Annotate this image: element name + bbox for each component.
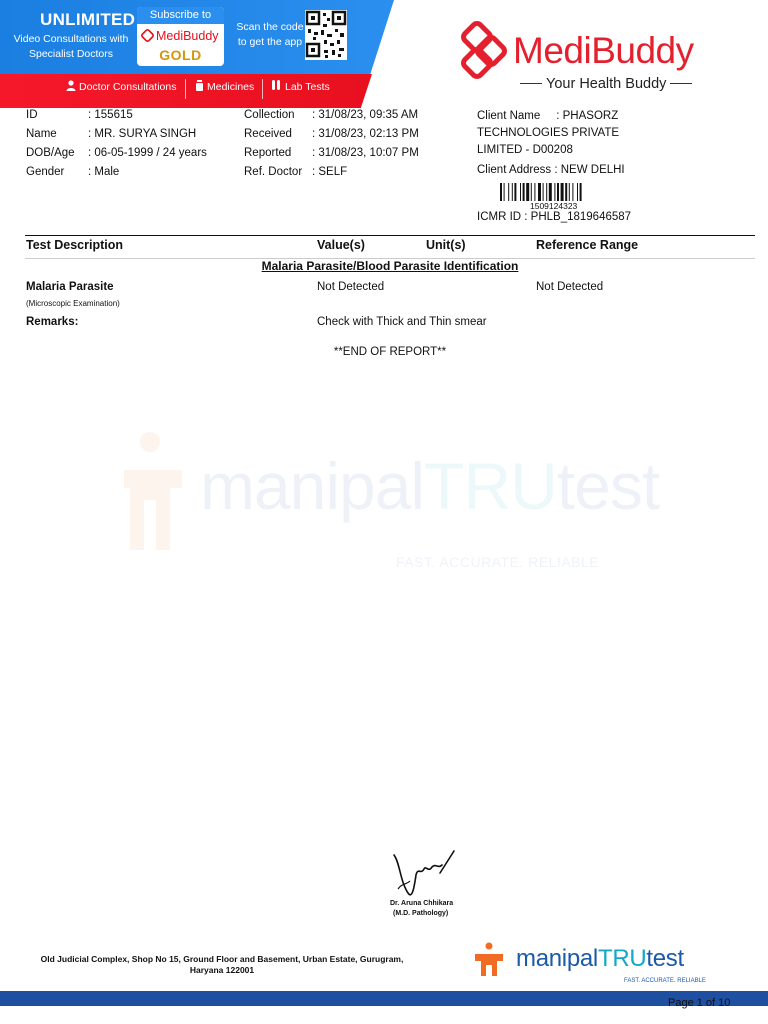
scan-text-2: to get the app [237,36,303,48]
patient-dob-label: DOB/Age [26,147,75,159]
scan-text [234,20,306,50]
collection-value: : 31/08/23, 09:35 AM [312,109,419,121]
client-info [477,108,657,179]
promo-subline-2: Specialist Doctors [28,48,114,60]
patient-gender-value: : Male [88,166,120,178]
signature-icon [388,845,458,901]
header-test-description: Test Description [26,238,124,252]
signatory-name: Dr. Aruna Chhikara [390,900,454,907]
nav-lab-tests[interactable] [271,80,330,93]
promo-subline-1: Video Consultations with [13,33,129,45]
watermark-tagline: FAST. ACCURATE. RELIABLE [396,554,600,570]
scan-text-1: Scan the code [236,21,304,33]
tagline-dash-right [670,83,692,84]
nav-lab-tests-label: Lab Tests [285,81,330,93]
test-method: (Microscopic Examination) [26,299,120,308]
ref-doctor-label: Ref. Doctor [244,166,303,178]
nav-divider [185,79,186,99]
nav-medicines[interactable] [195,80,254,93]
doctor-icon [66,80,76,91]
nav-doctor-consultations[interactable] [66,80,176,93]
patient-id-label: ID [26,109,38,121]
ref-doctor-value: : SELF [312,166,348,178]
gold-brand [141,29,221,43]
watermark-figure-icon [120,430,186,555]
footer-brand-c: test [646,945,684,972]
table-top-rule [25,235,755,236]
header-units: Unit(s) [426,238,466,252]
footer-tagline: FAST. ACCURATE. RELIABLE [624,978,706,984]
test-reference-range: Not Detected [536,281,604,293]
watermark-text-b: TRU [424,449,557,523]
lab-address [30,954,414,976]
brand-name: MediBuddy [513,30,694,71]
test-value: Not Detected [317,281,385,293]
watermark-text [200,448,659,524]
patient-name-value: : MR. SURYA SINGH [88,128,197,140]
client-address: Client Address : NEW DELHI [477,164,625,176]
reported-value: : 31/08/23, 10:07 PM [312,147,419,159]
patient-dob-value: : 06-05-1999 / 24 years [88,147,207,159]
icmr-id: ICMR ID : PHLB_1819646587 [477,211,632,223]
reported-label: Reported [244,147,292,159]
footer-brand [516,945,684,973]
received-label: Received [244,128,292,140]
promo-unlimited: UNLIMITED [40,10,136,29]
watermark-text-a: manipal [200,449,425,523]
watermark [120,430,660,590]
patient-name-label: Name [26,128,57,140]
section-title: Malaria Parasite/Blood Parasite Identification [261,259,519,273]
gold-subscribe-card[interactable] [137,7,224,66]
promo-subline [12,32,130,62]
brand-tagline-text: Your Health Buddy [546,76,667,92]
end-of-report: **END OF REPORT** [333,346,447,358]
watermark-text-c: test [556,449,660,523]
qr-code-icon[interactable] [305,10,347,60]
subscribe-label: Subscribe to [137,7,224,24]
signatory-degree: (M.D. Pathology) [393,910,449,917]
patient-gender-label: Gender [26,166,65,178]
footer-brand-b: TRU [597,945,647,972]
medibuddy-logo-icon [452,18,516,82]
collection-label: Collection [244,109,295,121]
manipal-trutest-logo-icon [472,942,508,978]
medibuddy-mini-logo-icon [141,29,154,42]
client-name-line: Client Name : PHASORZ [477,110,619,122]
brand-tagline [516,76,696,92]
header-values: Value(s) [317,238,365,252]
footer-brand-a: manipal [516,945,598,972]
gold-brand-text: MediBuddy [156,29,219,43]
barcode-number: 1509124323 [530,201,578,211]
lab-address-line-2: Haryana 122001 [189,965,255,975]
header-reference-range: Reference Range [536,238,639,252]
promo-banner[interactable] [0,0,394,108]
patient-id-value: : 155615 [88,109,133,121]
nav-doctor-label: Doctor Consultations [79,81,177,93]
lab-address-line-1: Old Judicial Complex, Shop No 15, Ground Floor and Basement, Urban Estate, Gurugram, [40,954,404,964]
nav-divider [262,79,263,99]
gold-label: GOLD [159,47,202,63]
client-name-line-3: LIMITED - D00208 [477,144,573,156]
client-name-line-2: TECHNOLOGIES PRIVATE [477,127,620,139]
remarks-value: Check with Thick and Thin smear [317,316,487,328]
page-number: Page 1 of 10 [668,997,731,1009]
footer-bar [0,991,768,1006]
received-value: : 31/08/23, 02:13 PM [312,128,419,140]
test-name: Malaria Parasite [26,281,114,293]
nav-medicines-label: Medicines [207,81,255,93]
test-tube-icon [271,80,282,91]
medicine-bottle-icon [195,80,204,91]
tagline-dash-left [520,83,542,84]
remarks-label: Remarks: [26,316,79,328]
